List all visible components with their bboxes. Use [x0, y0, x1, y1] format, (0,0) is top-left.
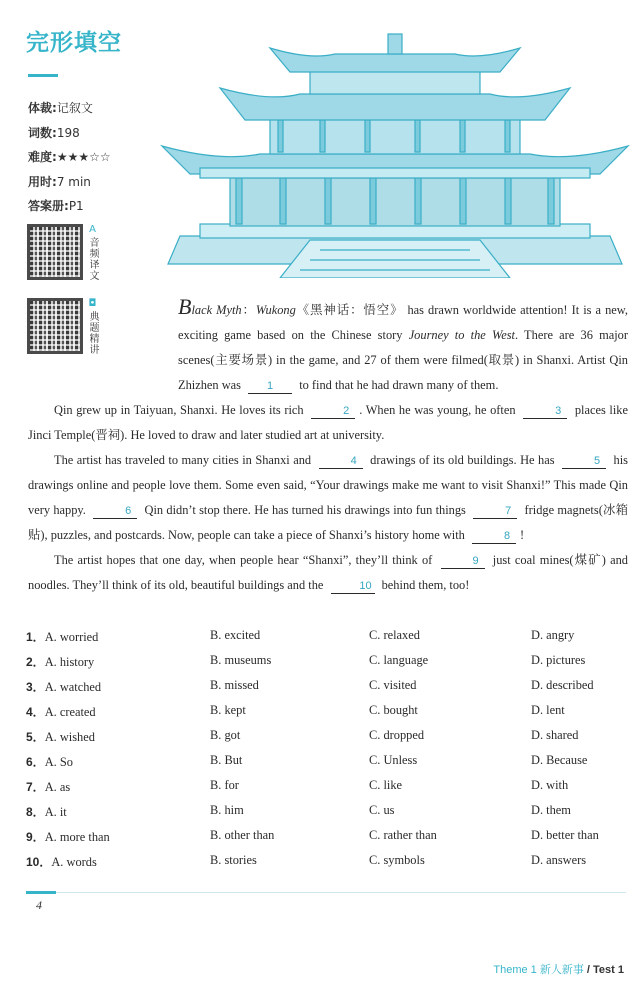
option-a[interactable] — [26, 703, 96, 720]
text: ! — [520, 528, 525, 542]
blank-4[interactable]: 4 — [319, 454, 363, 469]
text: his drawings online and people love them. Some even said, “Your drawings make me want to visit Shanxi!” This made Qin very happy. — [28, 453, 628, 517]
question-row — [26, 728, 626, 753]
question-number: 8． — [26, 805, 45, 819]
qr-audio-translation[interactable] — [27, 224, 98, 281]
question-number: 6． — [26, 755, 45, 769]
paragraph-4 — [28, 548, 628, 598]
footer-accent-bar — [26, 891, 56, 894]
game-title: Wukong — [255, 303, 296, 317]
question-number: 10． — [26, 855, 52, 869]
meta-label: 用时: — [28, 174, 57, 189]
option-text: A. it — [44, 805, 67, 819]
running-test: Test 1 — [593, 964, 624, 976]
text: places like Jinci Temple(晋祠). He loved to draw and later studied art at university. — [28, 403, 628, 442]
option-b[interactable]: B. kept — [210, 703, 246, 717]
text: fridge magnets(冰箱贴), puzzles, and postcards. Now, people can take a piece of Shanxi’s history home with — [28, 503, 629, 542]
drop-cap: B — [178, 294, 192, 319]
question-row — [26, 703, 626, 728]
meta-label: 答案册: — [28, 199, 69, 213]
option-c[interactable]: C. language — [369, 653, 429, 667]
blank-6[interactable]: 6 — [93, 504, 137, 519]
text: Qin grew up in Taiyuan, Shanxi. He loves its rich — [54, 403, 304, 417]
audio-icon: A — [89, 224, 96, 235]
footer-divider — [26, 892, 626, 893]
text: The artist has traveled to many cities in Shanxi and — [54, 453, 312, 467]
option-b[interactable]: B. other than — [210, 828, 275, 842]
option-b[interactable]: B. missed — [210, 678, 259, 692]
text: ： — [241, 303, 256, 317]
option-a[interactable] — [26, 778, 70, 795]
option-a[interactable] — [26, 853, 97, 870]
blank-9[interactable]: 9 — [441, 554, 485, 569]
option-c[interactable]: C. symbols — [369, 853, 425, 867]
passage-meta — [28, 96, 111, 219]
option-a[interactable] — [26, 628, 98, 645]
question-number: 1． — [26, 630, 45, 644]
difficulty-stars: ★★★☆☆ — [56, 150, 111, 164]
text: behind them, too! — [381, 578, 470, 592]
text: has drawn worldwide attention! It is a new, exciting game based on the Chinese story — [178, 303, 628, 342]
option-d[interactable]: D. angry — [531, 628, 575, 642]
running-separator: / — [583, 964, 594, 976]
option-text: A. more than — [44, 830, 110, 844]
question-row — [26, 628, 626, 653]
meta-label: 难度: — [28, 150, 57, 164]
section-title: 完形填空 — [26, 30, 122, 56]
option-a[interactable] — [26, 803, 67, 820]
meta-answer-page — [28, 194, 111, 219]
cloze-passage — [28, 294, 628, 598]
qr-label: 典题精讲 — [87, 311, 98, 355]
question-row — [26, 778, 626, 803]
option-b[interactable]: B. excited — [210, 628, 261, 642]
qr-caption — [87, 224, 98, 281]
game-title: lack Myth — [191, 303, 242, 317]
option-c[interactable]: C. visited — [369, 678, 417, 692]
option-c[interactable]: C. rather than — [369, 828, 437, 842]
option-a[interactable] — [26, 753, 73, 770]
running-theme: Theme 1 新人新事 — [493, 964, 584, 976]
option-text: A. So — [44, 755, 73, 769]
pavilion-illustration — [160, 28, 630, 278]
question-number: 3． — [26, 680, 45, 694]
option-c[interactable]: C. like — [369, 778, 403, 792]
blank-7[interactable]: 7 — [473, 504, 517, 519]
blank-3[interactable]: 3 — [523, 404, 567, 419]
text: 《黑神话：悟空》 — [295, 303, 404, 317]
text: drawings of its old buildings. He has — [370, 453, 555, 467]
option-text: A. as — [44, 780, 71, 794]
question-number: 4． — [26, 705, 45, 719]
qr-label: 音频译文 — [87, 237, 98, 281]
meta-difficulty — [28, 145, 111, 170]
option-c[interactable]: C. bought — [369, 703, 418, 717]
option-a[interactable] — [26, 828, 110, 845]
option-b[interactable]: B. got — [210, 728, 241, 742]
paragraph-3 — [28, 448, 628, 548]
option-b[interactable]: B. museums — [210, 653, 272, 667]
meta-time — [28, 170, 111, 195]
option-c[interactable]: C. dropped — [369, 728, 425, 742]
option-d[interactable]: D. shared — [531, 728, 579, 742]
question-row — [26, 803, 626, 828]
option-b[interactable]: B. for — [210, 778, 239, 792]
meta-word-count — [28, 121, 111, 146]
question-row — [26, 828, 626, 853]
option-d[interactable]: D. pictures — [531, 653, 586, 667]
question-number: 9． — [26, 830, 45, 844]
meta-value: 7 min — [56, 174, 91, 189]
option-a[interactable] — [26, 728, 95, 745]
text: Qin didn’t stop there. He has turned his drawings into fun things — [144, 503, 466, 517]
option-b[interactable]: B. stories — [210, 853, 257, 867]
option-text: A. created — [44, 705, 96, 719]
paragraph-2 — [28, 398, 628, 448]
option-c[interactable]: C. us — [369, 803, 395, 817]
text: to find that he had drawn many of them. — [299, 378, 499, 392]
meta-label: 词数: — [28, 125, 57, 140]
option-a[interactable] — [26, 678, 101, 695]
question-row — [26, 753, 626, 778]
option-text: A. words — [51, 855, 97, 869]
video-icon: ◘ — [88, 298, 97, 309]
text: . There are 36 major scenes(主要场景) in the game, and 27 of them were filmed(取景) in Shanxi. Artist Qin Zhizhen was — [178, 328, 628, 392]
blank-5[interactable]: 5 — [562, 454, 606, 469]
qr-code-image[interactable] — [27, 224, 83, 280]
text: just coal mines(煤矿) and noodles. They’ll think of its old, beautiful buildings and the — [28, 553, 628, 592]
meta-value: 记叙文 — [56, 101, 93, 115]
blank-1[interactable]: 1 — [248, 379, 292, 394]
answer-options — [26, 628, 626, 878]
option-text: A. watched — [44, 680, 102, 694]
option-d[interactable]: D. them — [531, 803, 571, 817]
option-d[interactable]: D. better than — [531, 828, 599, 842]
meta-label: 体裁: — [28, 101, 57, 115]
option-d[interactable]: D. answers — [531, 853, 587, 867]
option-text: A. worried — [44, 630, 99, 644]
option-c[interactable]: C. relaxed — [369, 628, 420, 642]
meta-genre — [28, 96, 111, 121]
page-number: 4 — [36, 898, 42, 912]
option-d[interactable]: D. described — [531, 678, 594, 692]
option-d[interactable]: D. with — [531, 778, 569, 792]
question-number: 2． — [26, 655, 45, 669]
question-number: 5． — [26, 730, 45, 744]
running-head — [493, 961, 624, 977]
blank-2[interactable]: 2 — [311, 404, 355, 419]
story-title: Journey to the West — [408, 328, 515, 342]
question-row — [26, 653, 626, 678]
text: The artist hopes that one day, when people hear “Shanxi”, they’ll think of — [54, 553, 433, 567]
title-underline — [28, 74, 58, 77]
paragraph-1 — [28, 294, 628, 398]
meta-value: 198 — [56, 125, 80, 140]
blank-10[interactable]: 10 — [331, 579, 375, 594]
option-text: A. wished — [44, 730, 95, 744]
option-b[interactable]: B. him — [210, 803, 244, 817]
option-text: A. history — [44, 655, 95, 669]
meta-value: P1 — [68, 199, 84, 213]
option-c[interactable]: C. Unless — [369, 753, 418, 767]
question-row — [26, 678, 626, 703]
question-row — [26, 853, 626, 878]
option-d[interactable]: D. lent — [531, 703, 565, 717]
question-number: 7． — [26, 780, 45, 794]
option-d[interactable]: D. Because — [531, 753, 588, 767]
text: . When he was young, he often — [359, 403, 516, 417]
option-b[interactable]: B. But — [210, 753, 243, 767]
option-a[interactable] — [26, 653, 94, 670]
blank-8[interactable]: 8 — [472, 529, 516, 544]
